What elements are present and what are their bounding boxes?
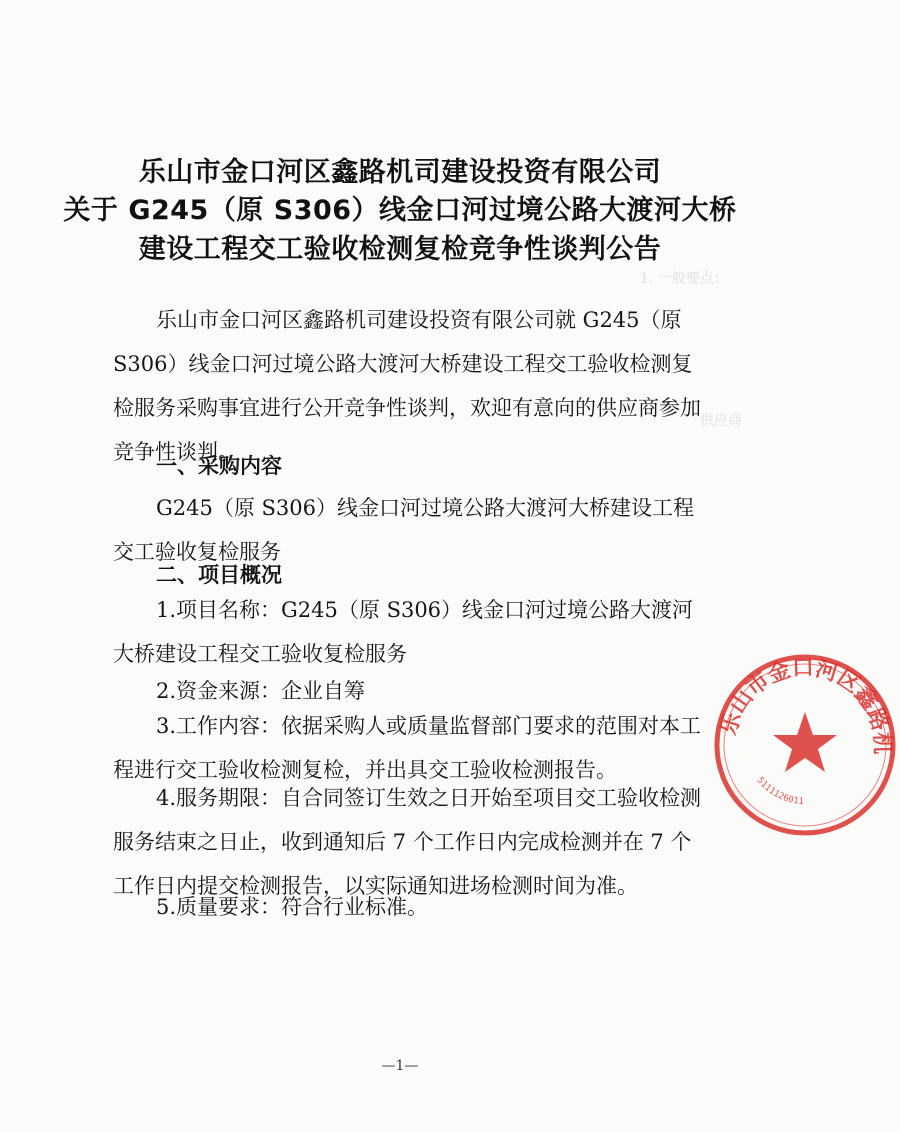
star-icon [773, 712, 837, 772]
title-line-3: 建设工程交工验收检测复检竞争性谈判公告 [138, 234, 662, 265]
show-through-mark: 供应商 [700, 413, 742, 429]
svg-text:乐山市金口河区鑫路机 [716, 656, 895, 755]
item-quality-requirement: 5.质量要求：符合行业标准。 [156, 895, 429, 919]
show-through-mark: 1. 一般要点： [640, 271, 728, 287]
company-seal-stamp [710, 650, 900, 840]
section-2-heading: 二、项目概况 [156, 563, 282, 587]
title-line-2: 关于 G245（原 S306）线金口河过境公路大渡河大桥 [63, 195, 737, 226]
item-service-period: 4.服务期限：自合同签订生效之日开始至项目交工验收检测服务结束之日止，收到通知后 7 个工作日内完成检测并在 7 个工作日内提交检测报告，以实际通知进场检测时间为准。 [113, 786, 702, 898]
section-1-text: G245（原 S306）线金口河过境公路大渡河大桥建设工程交工验收复检服务 [113, 496, 695, 564]
svg-text:5111126011 [755, 776, 805, 807]
intro-paragraph: 乐山市金口河区鑫路机司建设投资有限公司就 G245（原 S306）线金口河过境公路大渡河大桥建设工程交工验收检测复检服务采购事宜进行公开竞争性谈判，欢迎有意向的供应商参加竞争性谈判。 [113, 308, 701, 464]
item-funding-source: 2.资金来源：企业自筹 [156, 679, 366, 703]
seal-code: 5111126011 [754, 775, 805, 808]
item-project-name: 1.项目名称：G245（原 S306）线金口河过境公路大渡河大桥建设工程交工验收复检服务 [113, 598, 694, 666]
section-1-heading: 一、采购内容 [156, 454, 282, 478]
item-work-content: 3.工作内容：依据采购人或质量监督部门要求的范围对本工程进行交工验收检测复检，并出具交工验收检测报告。 [113, 714, 702, 782]
title-line-1: 乐山市金口河区鑫路机司建设投资有限公司 [138, 157, 662, 188]
page-number: —1— [381, 1058, 419, 1074]
seal-text: 乐山市金口河区鑫路机 [716, 655, 895, 755]
